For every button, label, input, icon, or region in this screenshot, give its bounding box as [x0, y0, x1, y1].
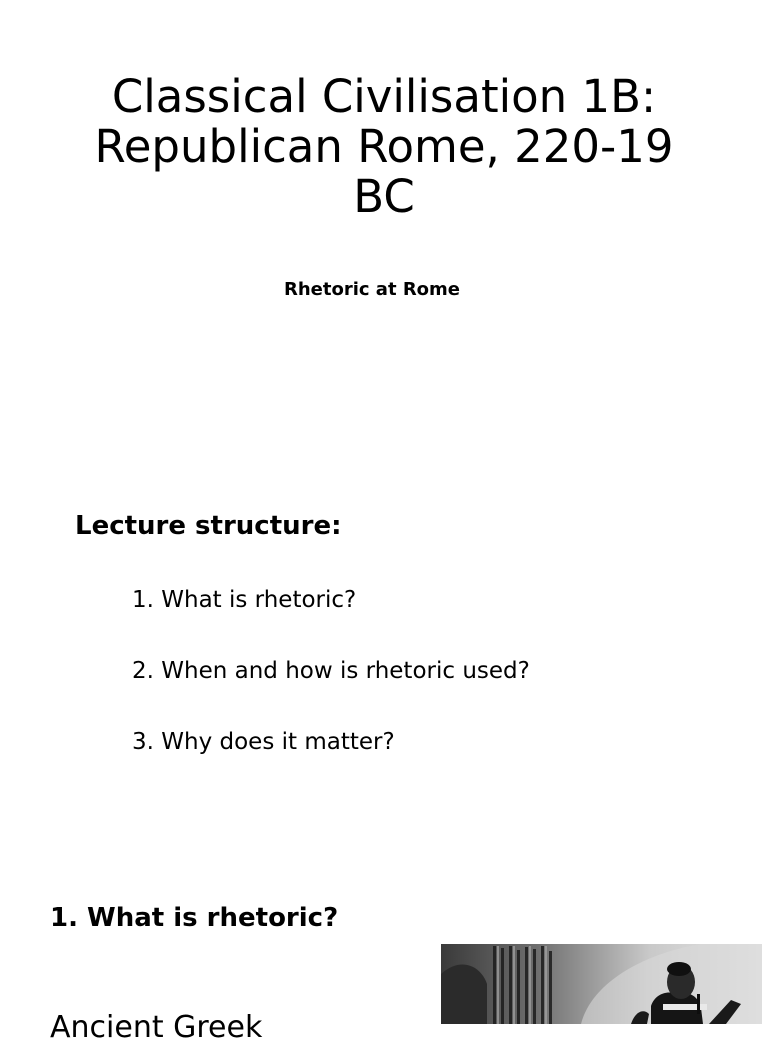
- lecture-structure-heading: Lecture structure:: [75, 511, 342, 541]
- slide-subtitle: Rhetoric at Rome: [283, 279, 461, 300]
- list-item: 2. When and how is rhetoric used?: [132, 658, 530, 684]
- speaker-photo-image: [441, 944, 762, 1024]
- list-item: 3. Why does it matter?: [132, 729, 395, 755]
- speaker-photo: [441, 944, 762, 1024]
- body-text: Ancient Greek: [50, 1010, 263, 1045]
- section-heading: 1. What is rhetoric?: [50, 903, 339, 933]
- list-item: 1. What is rhetoric?: [132, 587, 357, 613]
- lecture-structure-list: [132, 586, 530, 799]
- slide-title: Classical Civilisation 1B: Republican Rome, 220-19 BC: [94, 70, 674, 223]
